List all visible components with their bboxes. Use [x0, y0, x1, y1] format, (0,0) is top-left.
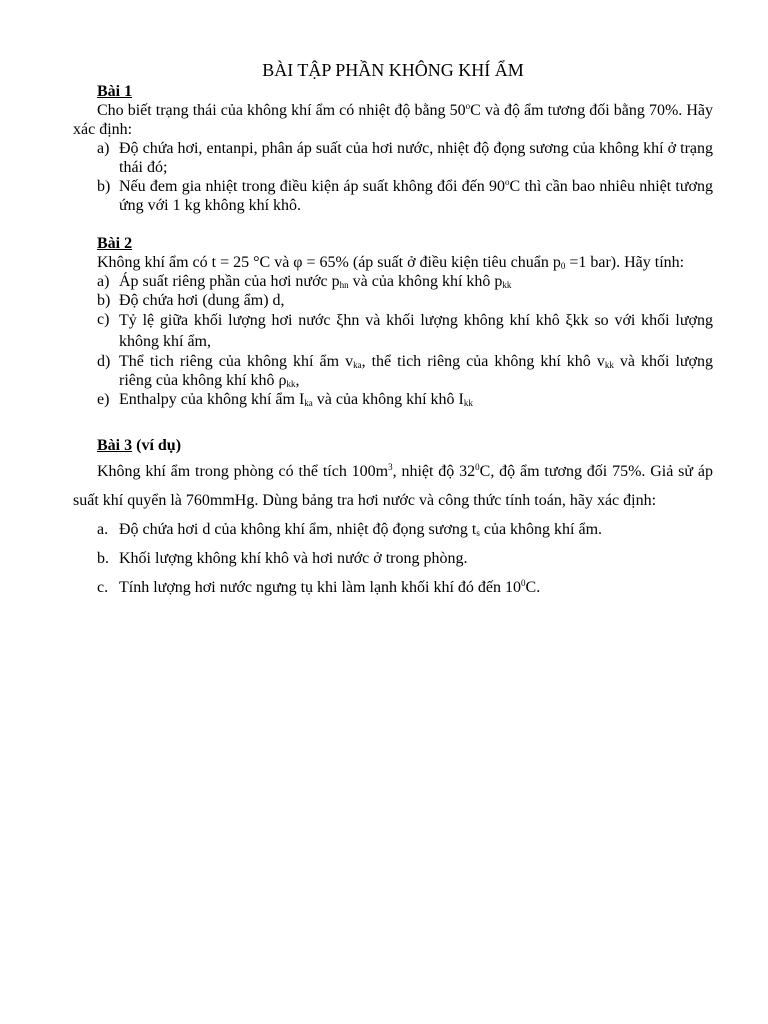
exercise-2-heading: Bài 2 [97, 235, 133, 252]
exercise-3-item-b: b. Khối lượng không khí khô và hơi nước ở trong phòng. [97, 550, 468, 567]
exercise-1-item-a: a) Độ chứa hơi, entanpi, phân áp suất của hơi nước, nhiệt độ đọng sương của không khí ở trạng thái đó; [97, 140, 713, 176]
exercise-2-item-d: d) Thể tich riêng của không khí ẩm $v_{ka}$, thể tich riêng của không khí khô $v_{kk}$ và khối lượng riêng của không khí khô $\rho_{kk}$, [97, 353, 714, 389]
exercise-1-heading: Bài 1 [97, 83, 133, 100]
exercise-2-intro: Không khí ẩm có t = 25 °C và φ = 65% (áp suất ở điều kiện tiêu chuẩn $p_0 =1$ bar). Hãy tính: [97, 254, 685, 271]
page-title: BÀI TẬP PHẦN KHÔNG KHÍ ẨM [262, 60, 524, 80]
exercise-2-item-e: e) Enthalpy của không khí ẩm $I_{ka}$ và của không khí khô $I_{kk}$ [97, 391, 473, 408]
exercise-2-item-a: a) Áp suất riêng phần của hơi nước $p_{hn}$ và của không khí khô $p_{kk}$ [97, 273, 512, 290]
exercise-3-intro: Không khí ẩm trong phòng có thể tích $100m^3$, nhiệt độ $32^0C$, độ ẩm tương đối 75%. Giả sử áp suất khí quyển là 760mmHg. Dùng bảng tra hơi nước và công thức tính toán, hãy xác định: [73, 462, 714, 509]
document-body [73, 58, 713, 602]
exercise-2-item-c: c) Tỷ lệ giữa khối lượng hơi nước ξhn và khối lượng không khí khô ξkk so với khối lượng không khí ẩm, [97, 311, 713, 350]
exercise-1-item-b: b) Nếu đem gia nhiệt trong điều kiện áp suất không đổi đến 90$^o$C thì cần bao nhiêu nhiệt tương ứng với 1 kg không khí khô. [97, 177, 714, 214]
exercise-3-heading: Bài 3 (ví dụ) [97, 437, 182, 454]
exercise-3-item-c: c. Tính lượng hơi nước ngưng tụ khi làm lạnh khối khí đó đến $10^0C$. [97, 578, 541, 596]
exercise-2-item-b: b) Độ chứa hơi (dung ẩm) d, [97, 292, 285, 309]
exercise-1-intro: Cho biết trạng thái của không khí ẩm có nhiệt độ bằng 50$^o$C và độ ẩm tương đối bằng 70%. Hãy xác định: [73, 101, 713, 138]
exercise-3 [73, 436, 713, 602]
exercise-3-item-a: a. Độ chứa hơi d của không khí ẩm, nhiệt độ đọng sương $t_s$ của không khí ẩm. [97, 521, 603, 538]
